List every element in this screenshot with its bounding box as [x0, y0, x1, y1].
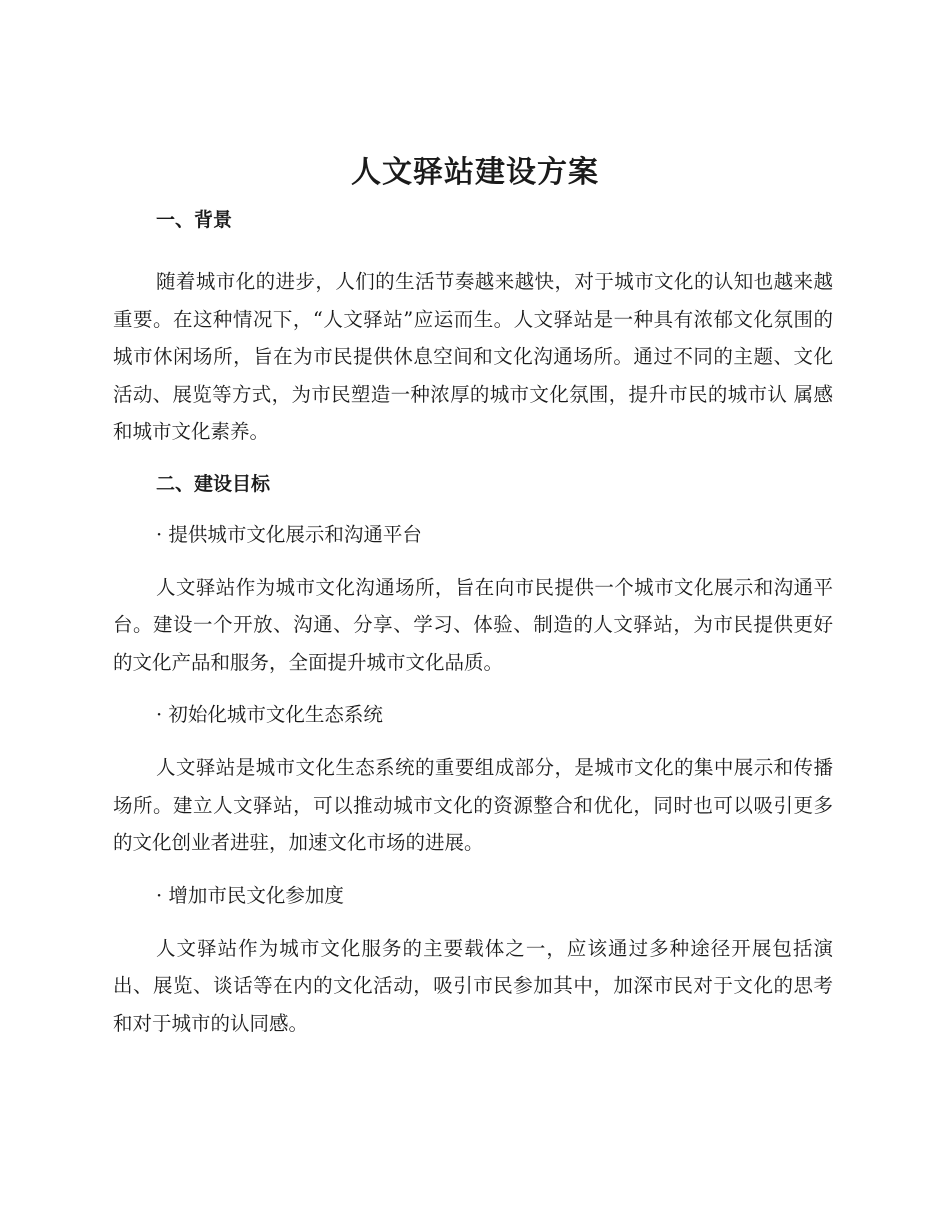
goal-paragraph-2: 人文驿站是城市文化生态系统的重要组成部分，是城市文化的集中展示和传播场所。建立人文驿站，可以推动城市文化的资源整合和优化，同时也可以吸引更多的文化创业者进驻，加速文化市场的进展。 — [113, 756, 833, 854]
document-title: 人文驿站建设方案 — [351, 155, 599, 190]
section-heading-background: 一、背景 — [156, 209, 233, 231]
goal-bullet-2: · 初始化城市文化生态系统 — [156, 703, 383, 726]
document-body — [113, 203, 833, 1042]
goal-bullet-3: · 增加市民文化参加度 — [156, 883, 344, 907]
goal-bullet-1: · 提供城市文化展示和沟通平台 — [156, 522, 422, 546]
goal-paragraph-1: 人文驿站作为城市文化沟通场所，旨在向市民提供一个城市文化展示和沟通平台。建设一个开放、沟通、分享、学习、体验、制造的人文驿站，为市民提供更好的文化产品和服务，全面提升城市文化品质。 — [113, 575, 833, 674]
background-paragraph: 随着城市化的进步，人们的生活节奏越来越快，对于城市文化的认知也越来越重要。在这种情况下，“人文驿站”应运而生。人文驿站是一种具有浓郁文化氛围的城市休闲场所，旨在为市民提供休息空间和文化沟通场所。通过不同的主题、文化活动、展览等方式，为市民塑造一种浓厚的城市文化氛围，提升市民的城市认 属感和城市文化素养。 — [113, 270, 833, 443]
section-heading-goals: 二、建设目标 — [156, 472, 271, 495]
goal-paragraph-3: 人文驿站作为城市文化服务的主要载体之一，应该通过多种途径开展包括演出、展览、谈话等在内的文化活动，吸引市民参加其中，加深市民对于文化的思考和对于城市的认同感。 — [113, 936, 833, 1035]
